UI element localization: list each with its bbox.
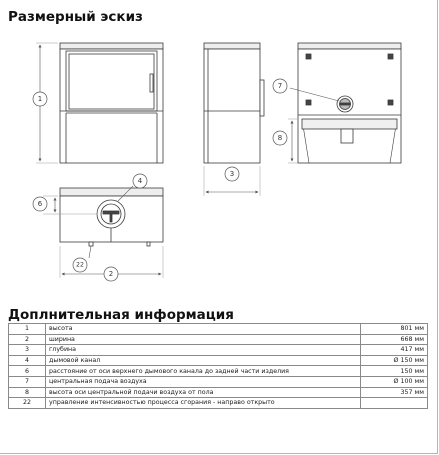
row-description: ширина xyxy=(46,334,361,345)
row-value: Ø 150 мм xyxy=(361,355,428,366)
sketch-title: Размерный эскиз xyxy=(8,9,143,25)
callout-22: 22 xyxy=(75,261,85,269)
callout-6: 6 xyxy=(37,200,43,208)
callout-7: 7 xyxy=(277,82,283,90)
row-value: 668 мм xyxy=(361,334,428,345)
callout-4: 4 xyxy=(137,177,143,185)
table-row xyxy=(9,324,428,335)
row-number: 8 xyxy=(9,387,46,398)
callout-8: 8 xyxy=(277,134,283,142)
info-table xyxy=(8,323,428,409)
table-row xyxy=(9,398,428,409)
row-description: центральная подача воздуха xyxy=(46,376,361,387)
top-view xyxy=(60,188,163,246)
row-value xyxy=(361,398,428,409)
info-title: Доплнительная информация xyxy=(8,307,234,323)
row-description: высота xyxy=(46,324,361,335)
back-view xyxy=(298,43,401,163)
row-number: 22 xyxy=(9,398,46,409)
row-description: расстояние от оси верхнего дымового канала до задней части изделия xyxy=(46,366,361,377)
row-number: 1 xyxy=(9,324,46,335)
row-number: 4 xyxy=(9,355,46,366)
table-row xyxy=(9,387,428,398)
row-value: 357 мм xyxy=(361,387,428,398)
row-description: управление интенсивностью процесса сгорания - направо открыто xyxy=(46,398,361,409)
table-row xyxy=(9,345,428,356)
side-view xyxy=(204,43,264,163)
table-row xyxy=(9,376,428,387)
table-row xyxy=(9,366,428,377)
row-number: 6 xyxy=(9,366,46,377)
row-value: Ø 100 мм xyxy=(361,376,428,387)
table-row xyxy=(9,334,428,345)
row-value: 150 мм xyxy=(361,366,428,377)
row-value: 417 мм xyxy=(361,345,428,356)
front-view xyxy=(60,43,163,163)
row-description: глубина xyxy=(46,345,361,356)
row-number: 2 xyxy=(9,334,46,345)
table-row xyxy=(9,355,428,366)
row-description: дымовой канал xyxy=(46,355,361,366)
row-value: 801 мм xyxy=(361,324,428,335)
row-description: высота оси центральной подачи воздуха от пола xyxy=(46,387,361,398)
row-number: 3 xyxy=(9,345,46,356)
callout-1: 1 xyxy=(37,95,43,103)
callout-3: 3 xyxy=(229,170,235,178)
row-number: 7 xyxy=(9,376,46,387)
callout-2: 2 xyxy=(108,270,114,278)
